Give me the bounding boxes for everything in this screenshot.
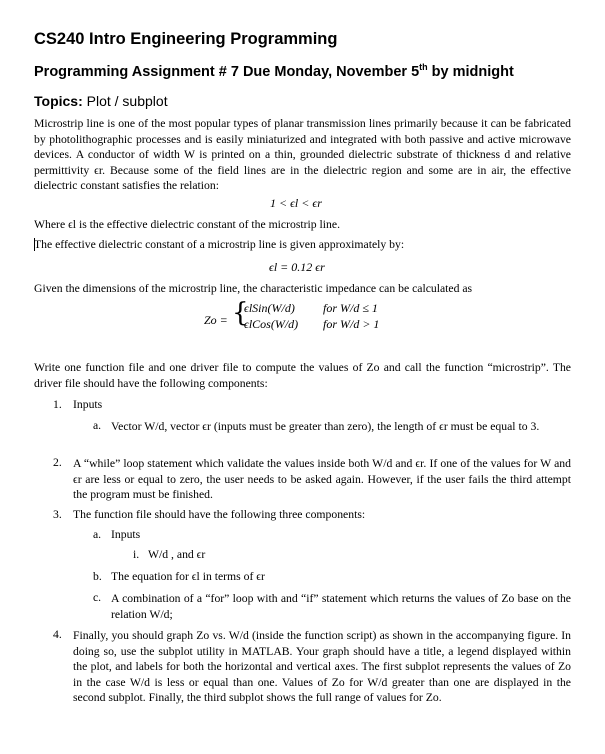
case1-expr: ϵlSin(W/d)	[244, 301, 295, 315]
assignment-heading	[34, 62, 514, 80]
list-item-1a: Vector W/d, vector ϵr (inputs must be greater than zero), the length of ϵr must be equal to 3.	[111, 420, 540, 433]
list-marker-3b: b.	[93, 570, 102, 583]
list-item-inputs: Inputs	[73, 398, 103, 411]
list-item-3a: Inputs	[111, 528, 141, 541]
topics-value: Plot / subplot	[82, 93, 168, 109]
assignment-heading-sup: th	[419, 62, 428, 72]
relation-equation: 1 < ϵl < ϵr	[270, 196, 322, 210]
intro-paragraph: Microstrip line is one of the most popular types of planar transmission lines primarily because it can be fabricated by photolithographic processes and is easily miniaturized and integrated with both passive and active microwave devices. A conductor of width W is printed on a thin, grounded dielectric substrate of thickness d and relative permittivity ϵr. Because some of the field lines are in the dielectric region and some are in air, the effective dielectric constant satisfies the relation:	[34, 117, 571, 193]
impedance-lhs: Zo =	[204, 313, 228, 327]
topics-line	[34, 93, 168, 109]
case2-condition: for W/d > 1	[323, 317, 380, 331]
piecewise-brace: {	[232, 298, 249, 328]
list-number-3: 3.	[53, 508, 62, 521]
approx-equation: ϵl = 0.12 ϵr	[269, 260, 325, 274]
list-marker-3ai: i.	[133, 548, 140, 561]
list-item-3b: The equation for ϵl in terms of ϵr	[111, 570, 265, 583]
assignment-heading-suffix: by midnight	[427, 63, 514, 80]
assignment-heading-text: Programming Assignment # 7 Due Monday, November 5	[34, 63, 420, 80]
approx-line: The effective dielectric constant of a microstrip line is given approximately by:	[34, 238, 405, 251]
case1-condition: for W/d ≤ 1	[323, 301, 378, 315]
topics-label: Topics:	[34, 93, 83, 109]
list-item-3c: A combination of a “for” loop with and “if” statement which returns the values of Zo base on the relation W/d;	[111, 592, 571, 621]
list-marker-1a: a.	[93, 419, 102, 432]
case2-expr: ϵlCos(W/d)	[244, 317, 299, 331]
list-item-3ai: W/d , and ϵr	[148, 548, 206, 561]
list-marker-3c: c.	[93, 591, 102, 604]
given-line: Given the dimensions of the microstrip line, the characteristic impedance can be calculated as	[34, 282, 473, 295]
list-item-function-file: The function file should have the following three components:	[73, 508, 366, 521]
list-number-1: 1.	[53, 398, 62, 411]
list-item-while-loop: A “while” loop statement which validate the values inside both W/d and ϵr. If one of the values for W and ϵr are less or equal to zero, the user needs to be asked again. However, if the user fails the third attempt the program must be finished.	[73, 457, 571, 502]
task-paragraph: Write one function file and one driver file to compute the values of Zo and call the function “microstrip”. The driver file should have the following components:	[34, 361, 571, 390]
list-marker-3a: a.	[93, 528, 102, 541]
list-item-graph: Finally, you should graph Zo vs. W/d (inside the function script) as shown in the accompanying figure. In doing so, use the subplot utility in MATLAB. Your graph should have a title, a legend displayed within the plot, and labels for both the horizontal and vertical axes. The first subplot represents the values of Zo in the case W/d is less or equal than one. Values of Zo for W/d greater than one are displayed in the second subplot. Finally, the third subplot shows the full range of values for Zo.	[73, 629, 571, 705]
list-number-2: 2.	[53, 456, 62, 469]
list-number-4: 4.	[53, 628, 62, 641]
where-line: Where ϵl is the effective dielectric constant of the microstrip line.	[34, 218, 340, 231]
course-title: CS240 Intro Engineering Programming	[34, 30, 338, 48]
